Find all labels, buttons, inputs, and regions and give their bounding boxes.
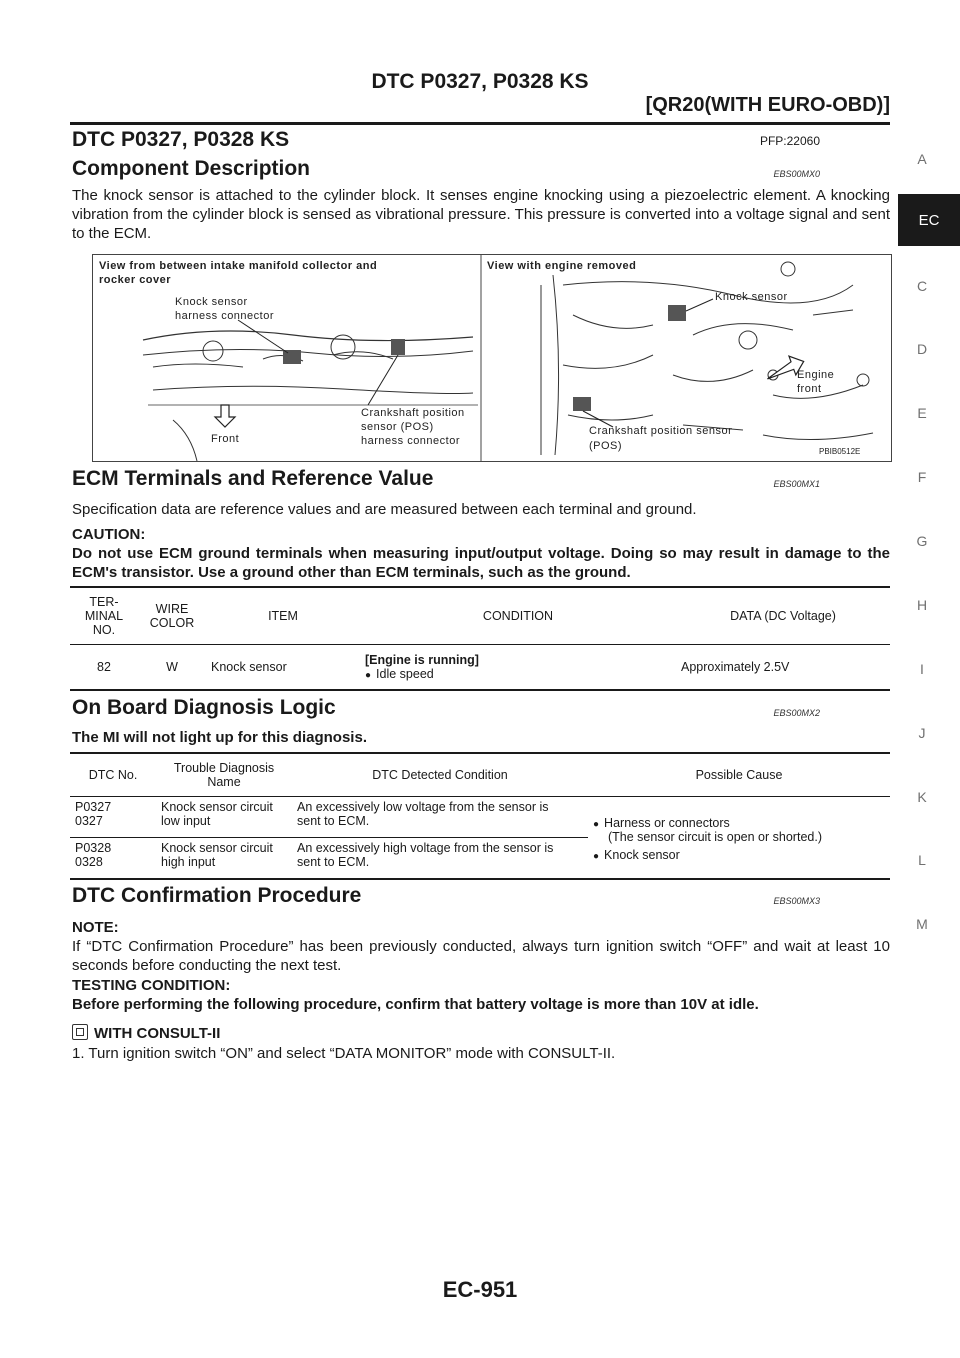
header-subtitle: [QR20(WITH EURO-OBD)]	[645, 94, 890, 116]
consult-ii-icon	[72, 1024, 88, 1040]
th-name-1: Trouble Diagnosis	[173, 761, 275, 775]
name-line-1: Knock sensor circuit	[161, 841, 273, 855]
cell-name	[156, 838, 292, 880]
ecm-spec-text: Specification data are reference values and are measured between each terminal and ground.	[72, 501, 697, 518]
th-data: DATA (DC Voltage)	[730, 609, 836, 623]
dtc-code-short: 0328	[75, 855, 103, 869]
component-section-title	[72, 157, 890, 181]
testing-text: Before performing the following procedure, confirm that battery voltage is more than 10V at idle.	[72, 996, 759, 1013]
cell-item: Knock sensor	[211, 660, 287, 674]
ecm-table-header	[70, 587, 890, 645]
th-wire	[138, 587, 206, 645]
condition-idle	[365, 667, 671, 681]
bullet-icon: ●	[593, 851, 600, 862]
side-index-g[interactable]: G	[916, 533, 928, 549]
step-1: 1. Turn ignition switch “ON” and select “DATA MONITOR” mode with CONSULT-II.	[72, 1045, 616, 1062]
name-line-2: high input	[161, 855, 216, 869]
obd-table-header	[70, 753, 890, 797]
side-index-m[interactable]: M	[916, 916, 928, 932]
label-crank-sensor-2: (POS)	[589, 440, 623, 452]
ecm-ref: EBS00MX1	[773, 479, 820, 489]
main-title-text: DTC P0327, P0328 KS	[72, 128, 290, 151]
cause-harness-text: Harness or connectors	[604, 816, 730, 830]
cause-harness	[593, 816, 885, 830]
note-label: NOTE:	[72, 919, 119, 936]
th-terminal-1: TER-	[89, 595, 119, 609]
figure-right-heading: View with engine removed	[487, 260, 637, 272]
dtc-code: P0328	[75, 841, 112, 855]
figure-left-heading: View from between intake manifold collector and	[99, 260, 378, 272]
cell-condition	[292, 797, 588, 838]
cell-name	[156, 797, 292, 838]
dtc-code-short: 0327	[75, 814, 103, 828]
side-index-d[interactable]: D	[916, 341, 928, 357]
side-index-i[interactable]: I	[920, 661, 924, 677]
side-index-ec-active[interactable]: EC	[898, 194, 960, 246]
figure-left-heading-2: rocker cover	[99, 274, 172, 286]
th-possible-cause: Possible Cause	[695, 768, 783, 782]
cell-data: Approximately 2.5V	[681, 660, 790, 674]
label-knock-connector-2: harness connector	[175, 310, 274, 322]
obd-note: The MI will not light up for this diagnosis.	[72, 729, 367, 746]
label-crank-connector-3: harness connector	[361, 435, 460, 447]
obd-ref: EBS00MX2	[773, 708, 820, 718]
th-name	[156, 753, 292, 797]
condition-line-1: An excessively low voltage from the sensor is	[297, 800, 549, 814]
name-line-1: Knock sensor circuit	[161, 800, 273, 814]
component-title: Component Description	[72, 157, 311, 180]
th-detected-condition: DTC Detected Condition	[372, 768, 508, 782]
label-front: Front	[211, 433, 240, 445]
caution-text: Do not use ECM ground terminals when measuring input/output voltage. Doing so may result in damage to the ECM's transistor. Use a ground other than ECM terminals, such as the ground.	[72, 545, 890, 581]
main-title	[72, 128, 890, 152]
side-index-k[interactable]: K	[917, 789, 927, 805]
header-title: DTC P0327, P0328 KS	[371, 70, 589, 93]
condition-idle-text: Idle speed	[376, 667, 434, 681]
th-dtc: DTC No.	[88, 768, 138, 782]
label-crank-connector-2: sensor (POS)	[361, 421, 434, 433]
consult-label: WITH CONSULT-II	[94, 1025, 221, 1042]
label-crank-sensor: Crankshaft position sensor	[589, 425, 733, 437]
sensor-location-drawing	[93, 255, 891, 461]
ecm-title: ECM Terminals and Reference Value	[72, 467, 434, 490]
table-row	[70, 645, 890, 691]
ecm-section-title	[72, 467, 890, 491]
th-terminal-3: NO.	[92, 623, 116, 637]
condition-line-2: sent to ECM.	[297, 855, 370, 869]
bullet-icon: ●	[593, 819, 600, 830]
cause-knock-sensor	[593, 848, 885, 862]
obd-logic-table	[70, 752, 890, 880]
side-index-e[interactable]: E	[917, 405, 927, 421]
cell-wire: W	[166, 660, 178, 674]
ecm-terminal-table	[70, 586, 890, 691]
th-terminal	[70, 587, 138, 645]
confirm-section-title	[72, 884, 890, 908]
side-index-f[interactable]: F	[917, 469, 927, 485]
confirm-title: DTC Confirmation Procedure	[72, 884, 362, 907]
th-terminal-2: MINAL	[84, 609, 124, 623]
cell-condition	[360, 645, 676, 691]
testing-label: TESTING CONDITION:	[72, 977, 231, 994]
bullet-icon: ●	[365, 670, 372, 681]
obd-title: On Board Diagnosis Logic	[72, 696, 336, 719]
condition-line-1: An excessively high voltage from the sensor is	[297, 841, 554, 855]
label-engine-front-2: front	[797, 383, 822, 395]
cell-dtc	[70, 797, 156, 838]
note-text: If “DTC Confirmation Procedure” has been previously conducted, always turn ignition switch “OFF” and wait at least 10 seconds before conducting the next test.	[72, 938, 890, 974]
header-rule	[70, 122, 890, 125]
confirm-ref: EBS00MX3	[773, 896, 820, 906]
th-name-2: Name	[207, 775, 241, 789]
th-wire-2: COLOR	[149, 616, 195, 630]
cause-knock-sensor-text: Knock sensor	[604, 848, 680, 862]
th-condition: CONDITION	[482, 609, 554, 623]
cell-condition	[292, 838, 588, 880]
side-index-a[interactable]: A	[917, 151, 927, 167]
side-index-j[interactable]: J	[918, 725, 926, 741]
condition-line-2: sent to ECM.	[297, 814, 370, 828]
component-text: The knock sensor is attached to the cylinder block. It senses engine knocking using a piezoelectric element. A knocking vibration from the cylinder block is sensed as vibrational pressure. This pressure is converted into a voltage signal and sent to the ECM.	[72, 187, 890, 242]
caution-label: CAUTION:	[72, 526, 146, 543]
th-wire-1: WIRE	[155, 602, 189, 616]
label-crank-connector: Crankshaft position	[361, 407, 465, 419]
cell-terminal: 82	[97, 660, 111, 674]
label-engine-front: Engine	[797, 369, 835, 381]
side-index-c[interactable]: C	[916, 278, 928, 294]
cell-possible-cause	[588, 797, 890, 880]
cause-harness-detail: (The sensor circuit is open or shorted.)	[608, 830, 822, 844]
label-knock-connector: Knock sensor	[175, 296, 248, 308]
side-index-l[interactable]: L	[918, 852, 926, 868]
side-index-h[interactable]: H	[916, 597, 928, 613]
condition-engine-running: [Engine is running]	[365, 653, 479, 667]
consult-heading	[72, 1024, 890, 1043]
sensor-location-figure	[92, 254, 892, 462]
figure-code: PBIB0512E	[819, 447, 861, 456]
dtc-code: P0327	[75, 800, 112, 814]
label-knock-sensor: Knock sensor	[715, 291, 788, 303]
table-row	[70, 797, 890, 838]
cell-dtc	[70, 838, 156, 880]
main-title-ref: PFP:22060	[759, 134, 820, 148]
th-item: ITEM	[268, 609, 298, 623]
page-number: EC-951	[442, 1277, 518, 1302]
component-ref: EBS00MX0	[773, 169, 820, 179]
name-line-2: low input	[161, 814, 211, 828]
obd-section-title	[72, 696, 890, 720]
